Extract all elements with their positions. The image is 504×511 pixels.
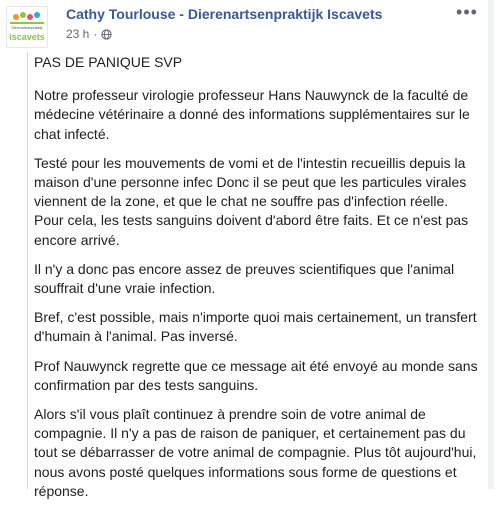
post-header: [0, 0, 504, 50]
post-paragraph: Prof Nauwynck regrette que ce message ait été envoyé au monde sans confirmation par des tests sanguins.: [34, 357, 478, 393]
post-paragraph: Alors s'il vous plaît continuez à prendre soin de votre animal de compagnie. Il n'y a pas de raison de paniquer, et certainement pas du tout se débarrasser de votre animal de compagnie. Plus tôt aujourd'hui, nous avons posté quelques informations sous forme de questions et réponse.: [34, 406, 477, 499]
meta-separator: ·: [93, 27, 98, 41]
avatar-logo-text: iscavets: [9, 32, 45, 42]
globe-icon[interactable]: [101, 29, 112, 40]
more-options-icon[interactable]: •••: [456, 2, 478, 22]
post-paragraph: Notre professeur virologie professeur Hans Nauwynck de la faculté de médecine vétérinaire a donné des informations supplémentaires sur le chat infecté.: [34, 87, 470, 142]
post-body: [34, 53, 478, 511]
left-divider: [27, 52, 28, 489]
page-avatar[interactable]: [6, 6, 48, 48]
author-name-link[interactable]: Cathy Tourlouse - Dierenartsenpraktijk Iscavets: [66, 6, 383, 22]
avatar-small-text: Dierenartsenpraktijk: [11, 26, 43, 30]
right-scroll-area: [488, 0, 494, 489]
post-paragraph: Testé pour les mouvements de vomi et de l'intestin recueillis depuis la maison d'une personne infec Donc il se peut que les particules virales viennent de la zone, et que le chat ne souffre pas d'infection réelle. Pour cela, les tests sanguins doivent d'abord être faits. Et ce n'est pas encore arrivé.: [34, 154, 469, 248]
post-paragraph: PAS DE PANIQUE SVP: [34, 54, 183, 70]
post-meta: [66, 27, 112, 41]
post-paragraph: Bref, c'est possible, mais n'importe quoi mais certainement, un transfert d'humain à l'animal. Pas inversé.: [34, 309, 477, 345]
post-timestamp[interactable]: 23 h: [66, 27, 90, 41]
post-paragraph: Il n'y a donc pas encore assez de preuves scientifiques que l'animal souffrait d'une vraie infection.: [34, 260, 455, 297]
iscavets-logo: [7, 7, 47, 47]
